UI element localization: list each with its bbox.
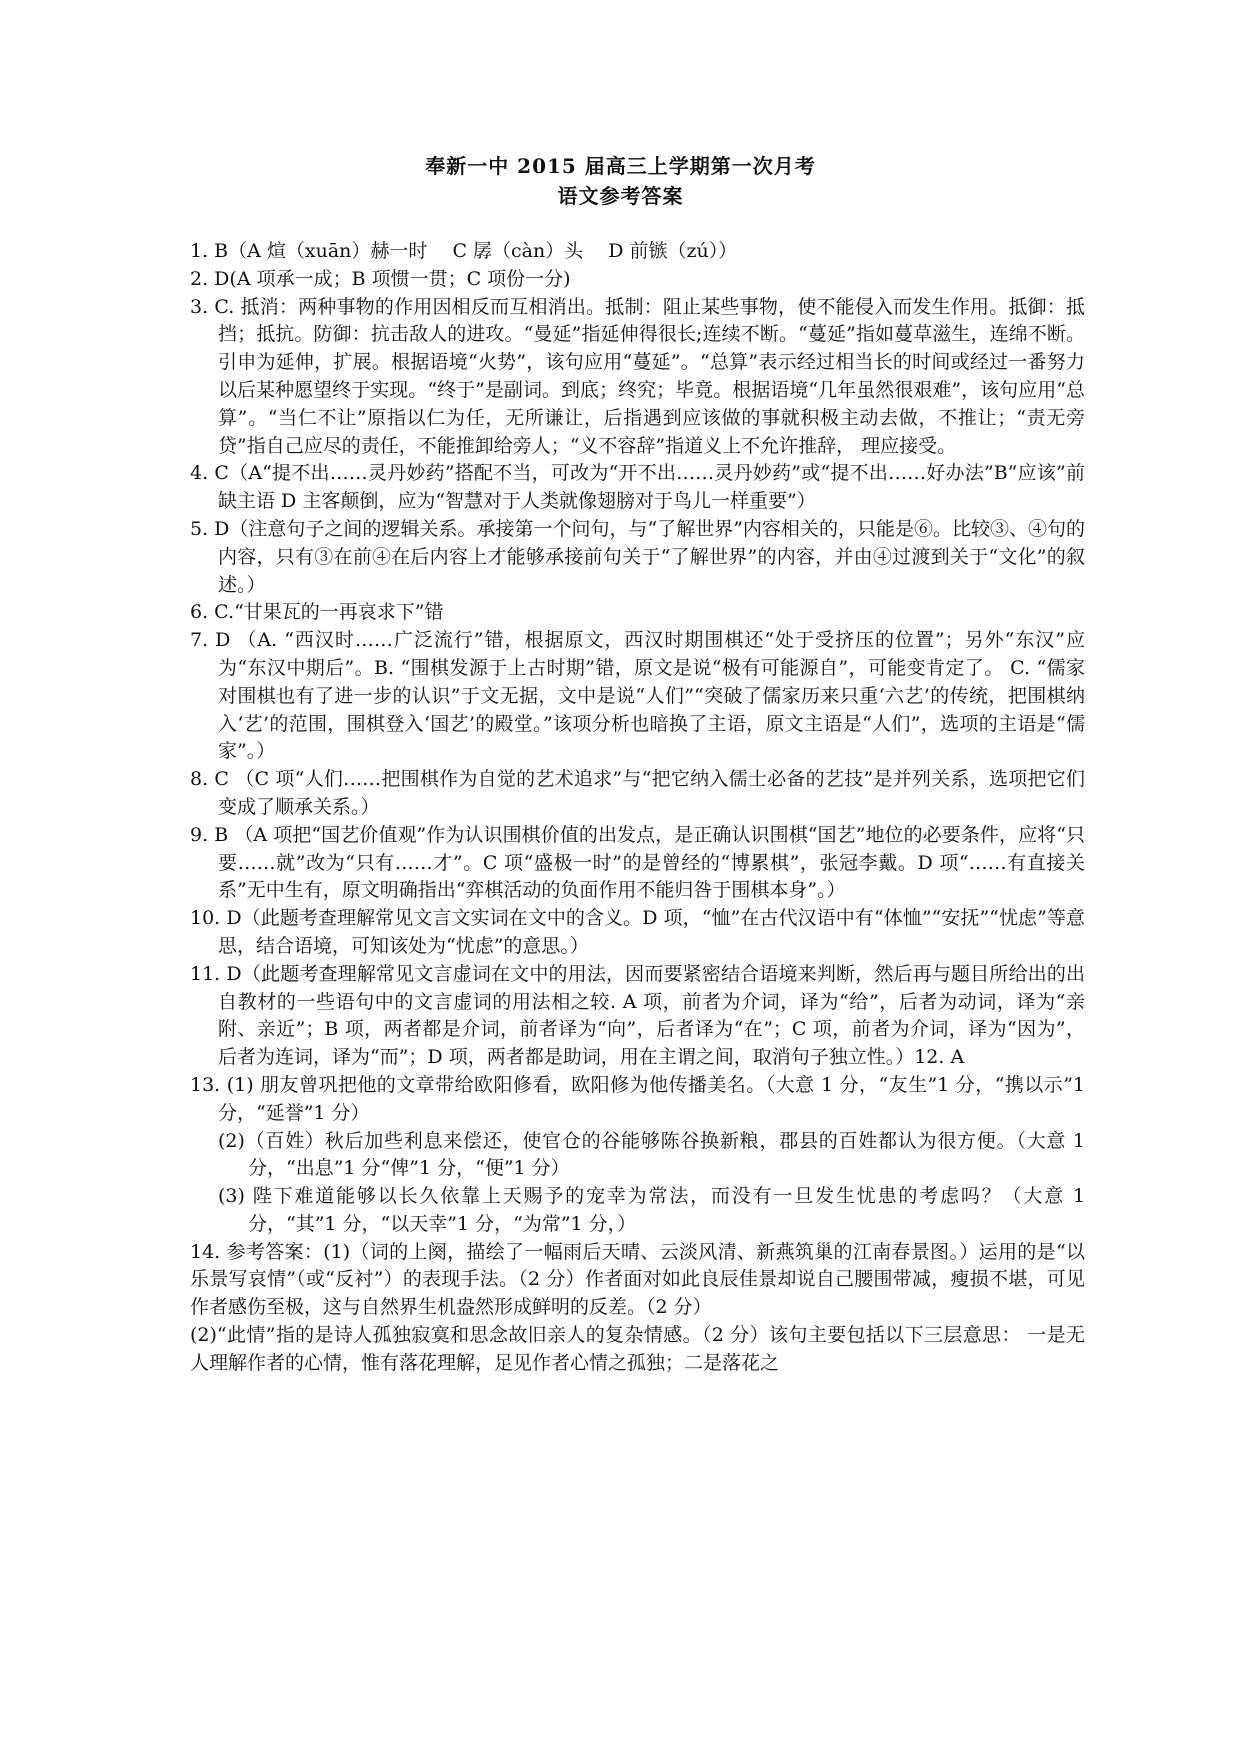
answer-13-2: (2)（百姓）秋后加些利息来偿还，使官仓的谷能够陈谷换新粮，郡县的百姓都认为很方便。（大意 1 分，“出息”1 分“俾”1 分，“便”1 分）: [218, 1129, 1085, 1180]
answer-2: 2. D(A 项承一成；B 项惯一贯；C 项份一分): [190, 267, 571, 290]
document-subtitle: 语文参考答案: [557, 184, 684, 208]
answer-11-12: 11. D（此题考查理解常见文言虚词在文中的用法，因而要紧密结合语境来判断，然后再与题目所给出的出自教材的一些语句中的文言虚词的用法相之较. A 项，前者为介词，译为“给”，后者为动词，译为“亲附、亲近”；B 项，两者都是介词，前者译为“向”，后者译为“在”；C 项，前者为介词，译为“因为”，后者为连词，译为“而”；D 项，两者都是助词，用在主谓之间，取消句子独立性。）12. A: [190, 962, 1085, 1069]
document-title: 奉新一中 2015 届高三上学期第一次月考: [425, 154, 816, 178]
answer-13-3: (3) 陛下难道能够以长久依靠上天赐予的宠幸为常法，而没有一旦发生忧患的考虑吗？（大意 1 分，“其”1 分，“以天幸”1 分，“为常”1 分，）: [218, 1185, 1085, 1235]
answer-5: 5. D（注意句子之间的逻辑关系。承接第一个问句，与“了解世界”内容相关的，只能是⑥。比较③、④句的内容，只有③在前④在后内容上才能够承接前句关于“了解世界”的内容，并由④过渡到关于“文化”的叙述。）: [190, 517, 1085, 596]
answer-6: 6. C.“甘果瓦的一再哀求下”错: [190, 601, 444, 624]
answer-8: 8. C （C 项“人们……把围棋作为自觉的艺术追求”与“把它纳入儒士必备的艺技”是并列关系，选项把它们变成了顺承关系。）: [190, 768, 1085, 818]
answer-9: 9. B （A 项把“国艺价值观”作为认识围棋价值的出发点，是正确认识围棋“国艺”地位的必要条件，应将“只要……就”改为“只有……才”。C 项“盛极一时”的是曾经的“博累棋”，张冠李戴。D 项“……有直接关系”无中生有，原文明确指出“弈棋活动的负面作用不能归咎于围棋本身”。）: [190, 823, 1085, 902]
answer-14-2: (2)“此情”指的是诗人孤独寂寞和思念故旧亲人的复杂情感。（2 分）该句主要包括以下三层意思： 一是无人理解作者的心情，惟有落花理解，足见作者心情之孤独；二是落花之: [190, 1324, 1085, 1374]
answer-13-1: 13. (1) 朋友曾巩把他的文章带给欧阳修看，欧阳修为他传播美名。（大意 1 分，“友生”1 分，“携以示”1 分，“延誉”1 分）: [190, 1073, 1085, 1124]
answer-3: 3. C. 抵消：两种事物的作用因相反而互相消出。抵制：阻止某些事物，使不能侵入而发生作用。抵御：抵挡；抵抗。防御：抗击敌人的进攻。“曼延”指延伸得很长;连续不断。“蔓延”指如蔓草滋生，连绵不断。引申为延伸，扩展。根据语境“火势”，该句应用“蔓延”。“总算”表示经过相当长的时间或经过一番努力以后某种愿望终于实现。“终于”是副词。到底；终究；毕竟。根据语境“几年虽然很艰难”，该句应用“总算”。“当仁不让”原指以仁为任，无所谦让，后指遇到应该做的事就积极主动去做，不推让；“责无旁贷”指自己应尽的责任，不能推卸给旁人；“义不容辞”指道义上不允许推辞， 理应接受。: [190, 295, 1085, 457]
answer-4: 4. C（A“提不出……灵丹妙药”搭配不当，可改为“开不出……灵丹妙药”或“提不出……好办法”B“应该”前缺主语 D 主客颠倒，应为“智慧对于人类就像翅膀对于鸟儿一样重要”）: [190, 462, 1085, 513]
answer-1: 1. B（A 煊（xuān）赫一时 C 孱（càn）头 D 前镞（zú））: [190, 240, 738, 262]
answer-list: [190, 238, 1085, 1378]
answer-7: 7. D （A. “西汉时……广泛流行”错，根据原文，西汉时期围棋还“处于受挤压的位置”；另外“东汉”应为“东汉中期后”。B. “围棋发源于上古时期”错，原文是说“极有可能源自”，可能变肯定了。 C. “儒家对围棋也有了进一步的认识”于文无据，文中是说“人们”“突破了儒家历来只重‘六艺’的传统，把围棋纳入‘艺’的范围，围棋登入‘国艺’的殿堂。”该项分析也暗换了主语，原文主语是“人们”，选项的主语是“儒家”。）: [190, 629, 1085, 763]
answer-14-1: 14. 参考答案：(1)（词的上阕，描绘了一幅雨后天晴、云淡风清、新燕筑巢的江南春景图。）运用的是“以乐景写哀情”（或“反衬”）的表现手法。（2 分）作者面对如此良辰佳景却说自己腰围带减，瘦损不堪，可见作者感伤至极，这与自然界生机盎然形成鲜明的反差。（2 分）: [190, 1240, 1085, 1319]
answer-10: 10. D（此题考查理解常见文言文实词在文中的含义。D 项，“恤”在古代汉语中有“体恤”“安抚”“忧虑”等意思，结合语境，可知该处为“忧虑”的意思。）: [190, 907, 1085, 957]
